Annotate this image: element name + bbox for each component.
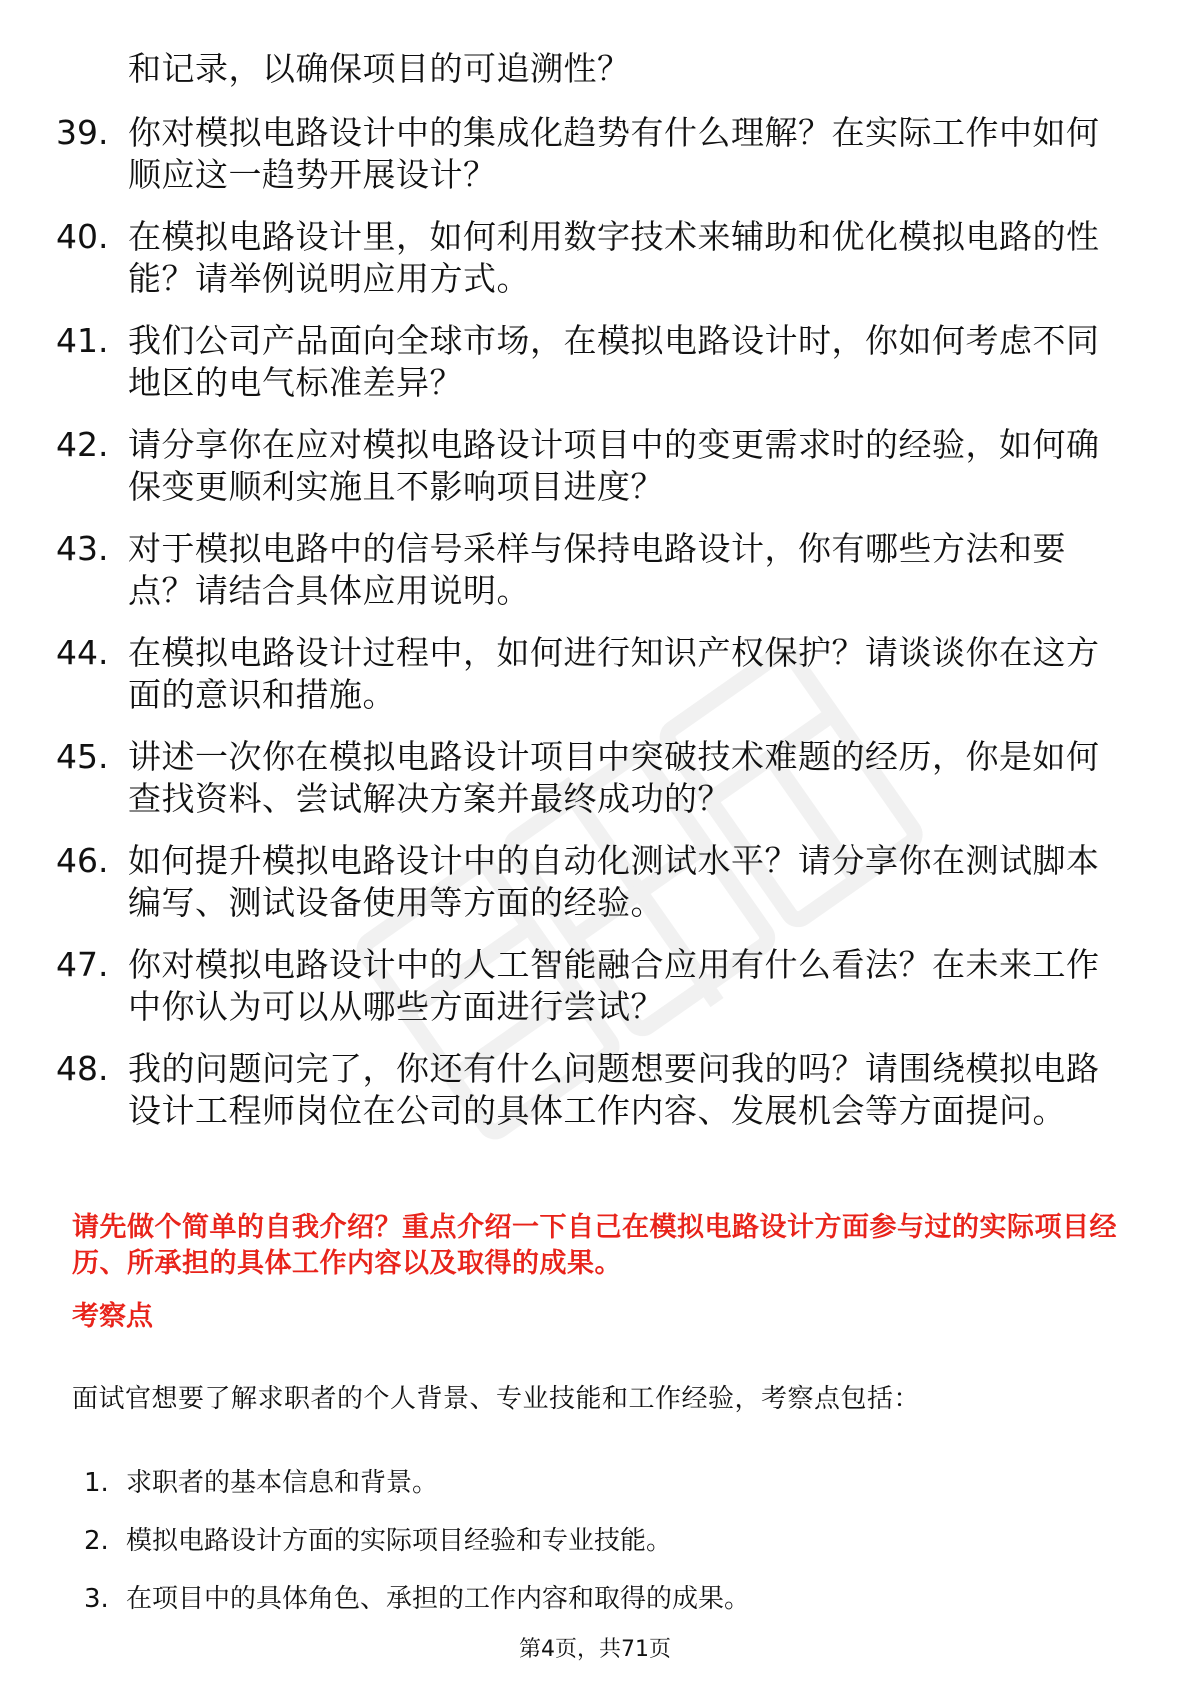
question-number: 48.	[56, 1049, 109, 1088]
point-text: 求职者的基本信息和背景。	[126, 1468, 439, 1498]
list-item	[56, 1048, 1126, 1132]
list-item	[56, 112, 1126, 196]
question-number: 39.	[56, 113, 109, 152]
question-text: 在模拟电路设计过程中，如何进行知识产权保护？请谈谈你在这方面的意识和措施。	[128, 633, 1100, 714]
list-item	[56, 424, 1126, 508]
highlighted-question: 请先做个简单的自我介绍？重点介绍一下自己在模拟电路设计方面参与过的实际项目经历、所承担的具体工作内容以及取得的成果。	[72, 1212, 1117, 1279]
question-text: 在模拟电路设计里，如何利用数字技术来辅助和优化模拟电路的性能？请举例说明应用方式。	[128, 217, 1100, 298]
list-item	[84, 1524, 1084, 1582]
list-item	[56, 632, 1126, 716]
continuation-text: 和记录，以确保项目的可追溯性？	[128, 49, 631, 88]
question-text: 我的问题问完了，你还有什么问题想要问我的吗？请围绕模拟电路设计工程师岗位在公司的具体工作内容、发展机会等方面提问。	[128, 1049, 1100, 1130]
question-text: 对于模拟电路中的信号采样与保持电路设计，你有哪些方法和要点？请结合具体应用说明。	[128, 529, 1066, 610]
question-text: 请分享你在应对模拟电路设计项目中的变更需求时的经验，如何确保变更顺利实施且不影响项目进度？	[128, 425, 1100, 506]
list-item	[56, 216, 1126, 300]
question-number: 41.	[56, 321, 109, 360]
question-text: 讲述一次你在模拟电路设计项目中突破技术难题的经历，你是如何查找资料、尝试解决方案并最终成功的？	[128, 737, 1100, 818]
point-number: 2.	[84, 1526, 109, 1556]
assessment-points-list	[84, 1466, 1084, 1640]
question-number: 42.	[56, 425, 109, 464]
list-item	[56, 528, 1126, 612]
point-number: 3.	[84, 1584, 109, 1614]
question-number: 44.	[56, 633, 109, 672]
question-number: 45.	[56, 737, 109, 776]
question-text: 你对模拟电路设计中的人工智能融合应用有什么看法？在未来工作中你认为可以从哪些方面进行尝试？	[128, 945, 1100, 1026]
section-heading: 考察点	[72, 1301, 153, 1332]
question-list	[56, 112, 1126, 1152]
list-item	[56, 320, 1126, 404]
list-item	[56, 736, 1126, 820]
point-number: 1.	[84, 1468, 109, 1498]
question-text: 如何提升模拟电路设计中的自动化测试水平？请分享你在测试脚本编写、测试设备使用等方面的经验。	[128, 841, 1100, 922]
list-item	[84, 1582, 1084, 1640]
question-number: 43.	[56, 529, 109, 568]
question-text: 我们公司产品面向全球市场，在模拟电路设计时，你如何考虑不同地区的电气标准差异？	[128, 321, 1100, 402]
list-item	[56, 944, 1126, 1028]
list-item	[84, 1466, 1084, 1524]
page-footer: 第4页，共71页	[519, 1637, 671, 1662]
question-number: 40.	[56, 217, 109, 256]
question-number: 47.	[56, 945, 109, 984]
point-text: 在项目中的具体角色、承担的工作内容和取得的成果。	[126, 1584, 751, 1614]
question-text: 你对模拟电路设计中的集成化趋势有什么理解？在实际工作中如何顺应这一趋势开展设计？	[128, 113, 1100, 194]
question-number: 46.	[56, 841, 109, 880]
intro-paragraph: 面试官想要了解求职者的个人背景、专业技能和工作经验，考察点包括：	[72, 1384, 921, 1414]
list-item	[56, 840, 1126, 924]
point-text: 模拟电路设计方面的实际项目经验和专业技能。	[126, 1526, 673, 1556]
